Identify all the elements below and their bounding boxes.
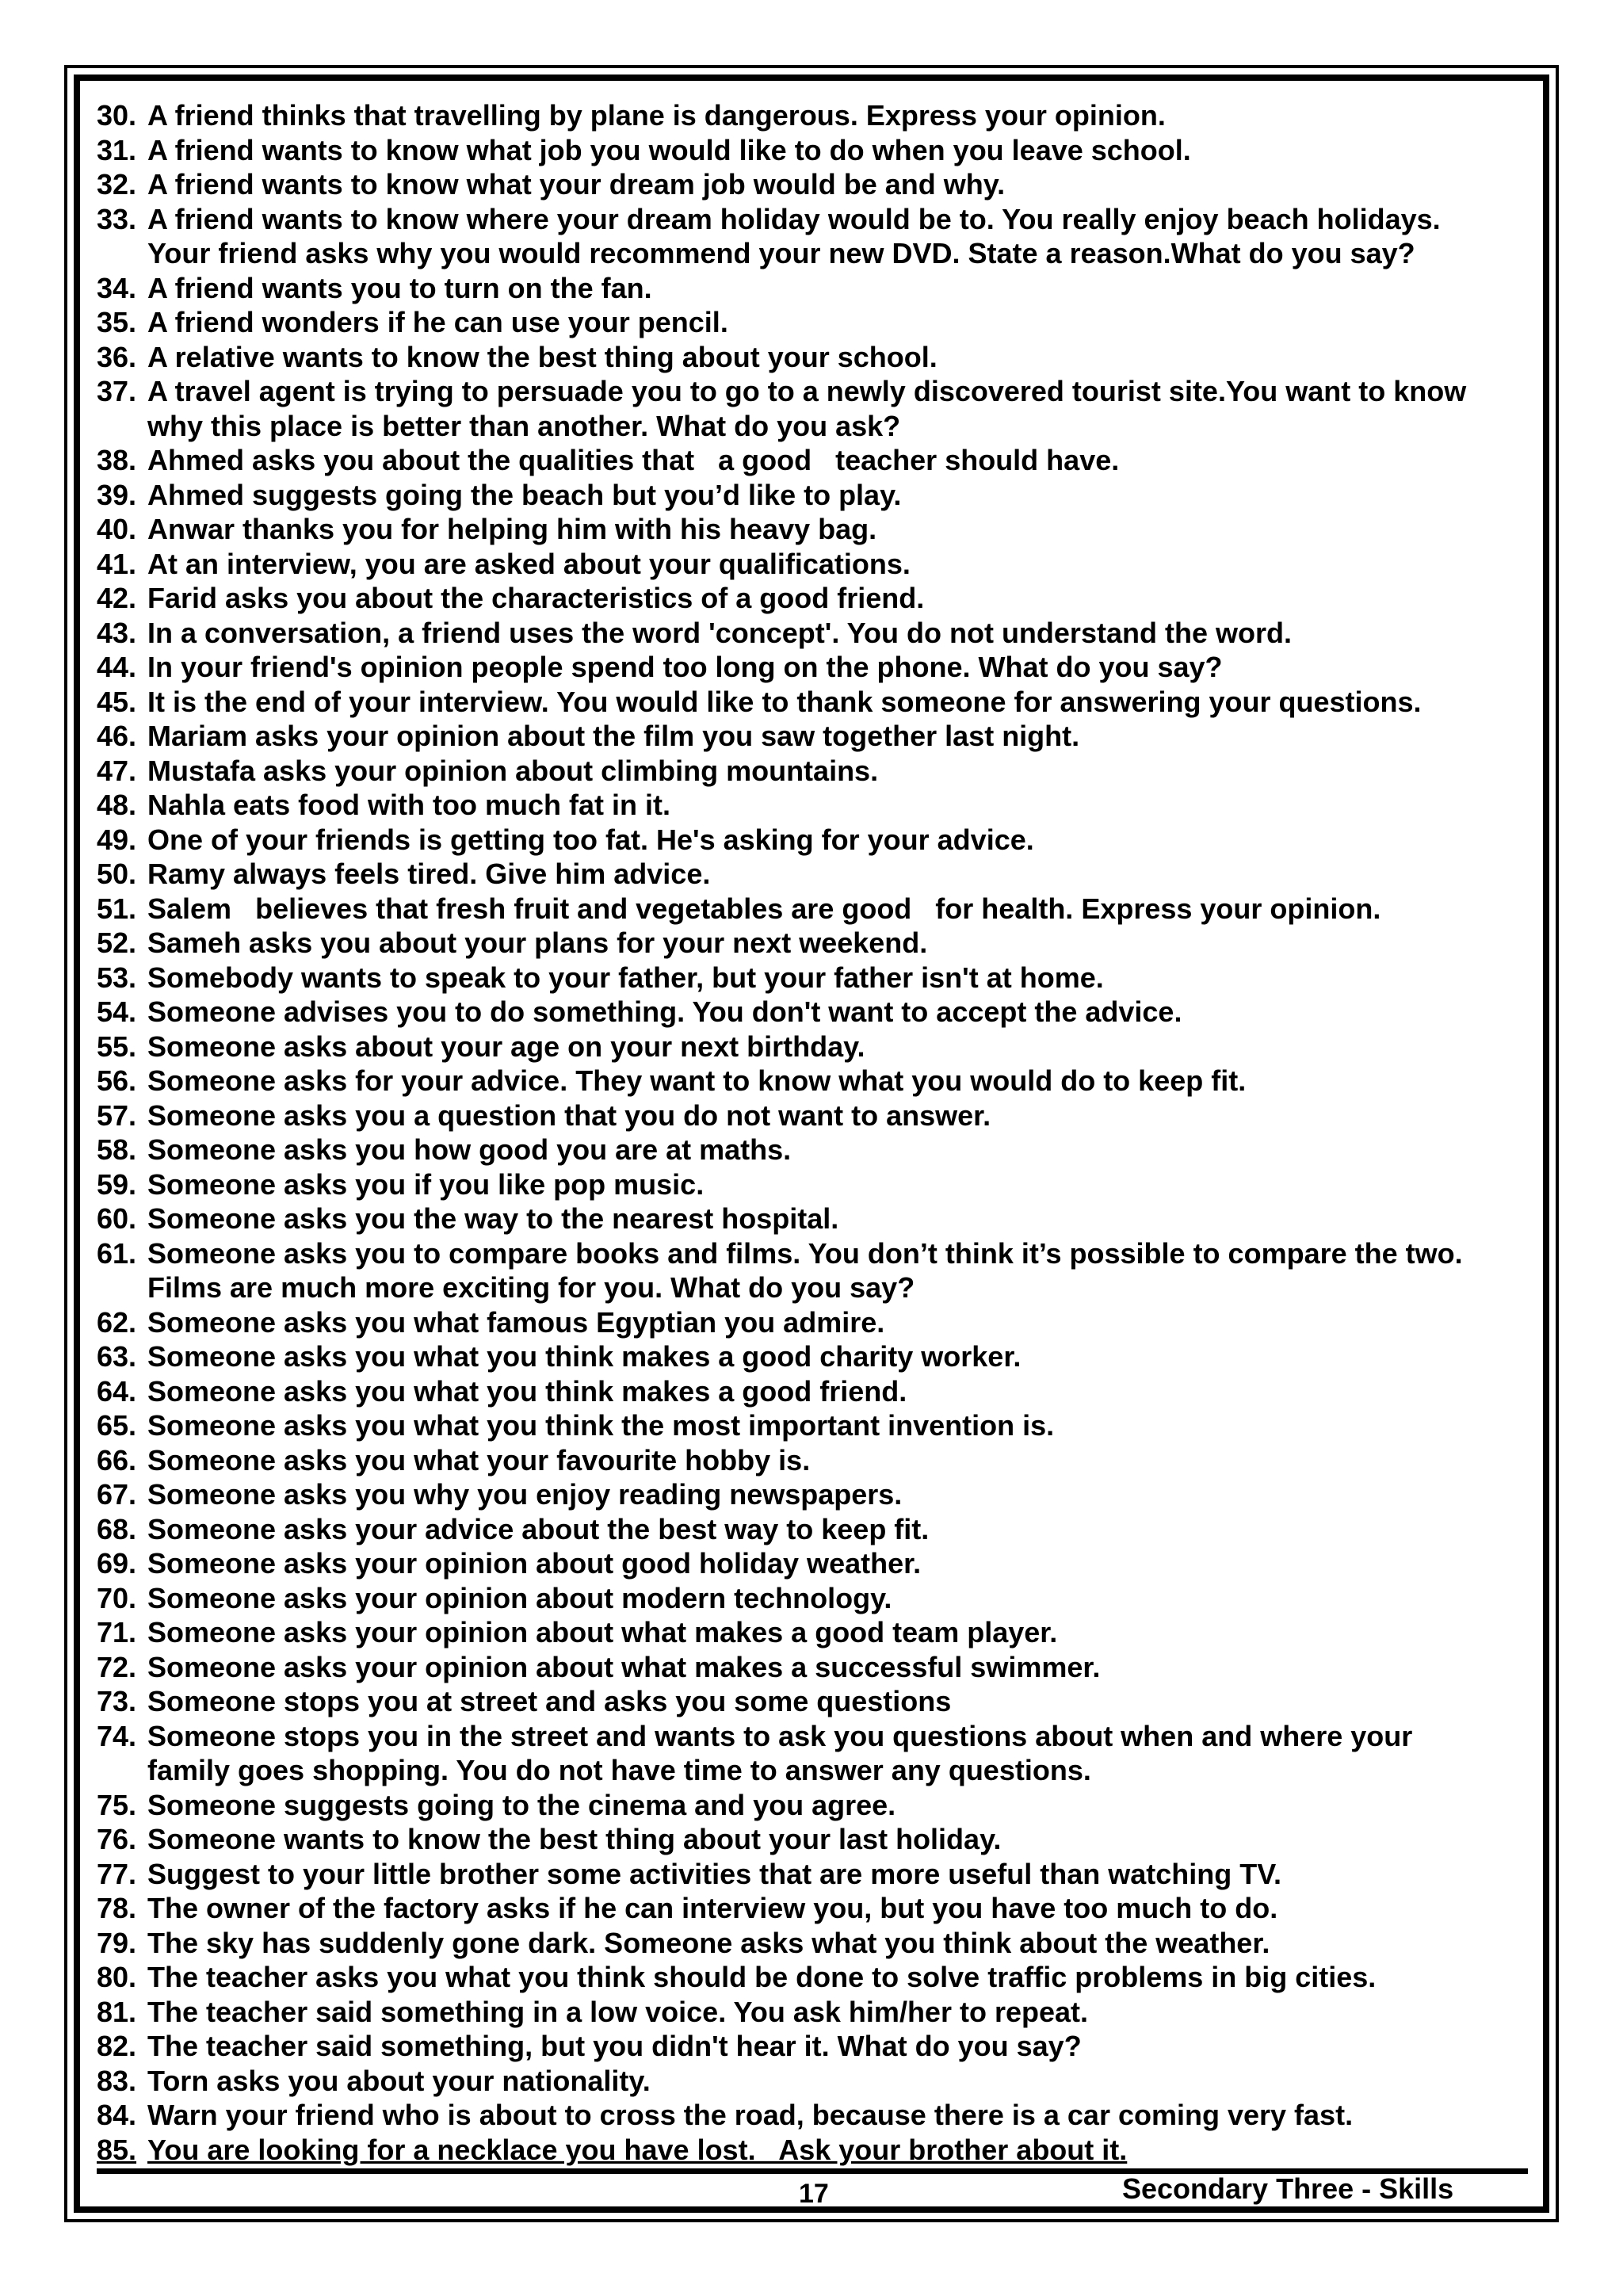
item-text: A friend wonders if he can use your pencil.: [147, 306, 728, 338]
item-number: 84.: [97, 2099, 137, 2131]
list-item: [97, 1201, 1547, 1236]
item-number: 66.: [97, 1443, 137, 1477]
list-item: [97, 754, 1547, 789]
list-item: [97, 98, 1547, 133]
list-item: [97, 1581, 1547, 1616]
item-text: Someone asks you why you enjoy reading newspapers.: [147, 1478, 903, 1511]
item-number: 53.: [97, 961, 137, 994]
item-number: 58.: [97, 1133, 137, 1166]
item-number: 36.: [97, 340, 137, 373]
item-number: 70.: [97, 1581, 137, 1614]
list-item: [97, 1443, 1547, 1478]
page-number: 17: [799, 2179, 829, 2209]
list-item: [97, 2098, 1547, 2133]
item-text: Your friend asks why you would recommend your new DVD. State a reason.What do you say?: [147, 237, 1415, 269]
item-text: At an interview, you are asked about your qualifications.: [147, 547, 911, 580]
item-number: 47.: [97, 754, 137, 787]
item-text: The sky has suddenly gone dark. Someone asks what you think about the weather.: [147, 1926, 1270, 1959]
item-number: 60.: [97, 1202, 137, 1235]
list-item: [97, 1339, 1547, 1374]
list-item: [97, 1995, 1547, 2030]
item-text: Someone asks you what your favourite hobby is.: [147, 1443, 811, 1477]
list-item: [97, 2029, 1547, 2064]
item-text: Suggest to your little brother some activities that are more useful than watching TV.: [147, 1857, 1281, 1890]
item-text: It is the end of your interview. You would like to thank someone for answering your questions.: [147, 685, 1422, 718]
item-text: Farid asks you about the characteristics of a good friend.: [147, 582, 925, 614]
item-number: 76.: [97, 1823, 137, 1855]
item-number: 59.: [97, 1167, 137, 1201]
list-item: [97, 719, 1547, 754]
list-item: [97, 443, 1547, 478]
list-item: [97, 616, 1547, 651]
list-item: [97, 271, 1547, 306]
item-text: Films are much more exciting for you. What do you say?: [147, 1271, 915, 1304]
item-number: 73.: [97, 1685, 137, 1717]
item-number: 82.: [97, 2030, 137, 2062]
list-item: [97, 1857, 1547, 1892]
list-item: [97, 1960, 1547, 1995]
list-item: [97, 1822, 1547, 1857]
list-item: [97, 2064, 1547, 2099]
item-text: Someone asks you the way to the nearest hospital.: [147, 1202, 839, 1235]
item-number: 33.: [97, 202, 137, 235]
item-text: Someone asks you to compare books and films. You don’t think it’s possible to compare the two.: [147, 1236, 1463, 1270]
item-number: 65.: [97, 1409, 137, 1442]
list-item: [97, 1098, 1547, 1133]
list-item: [97, 581, 1547, 616]
item-number: [97, 1270, 147, 1305]
list-item: [97, 133, 1547, 168]
list-item: [97, 788, 1547, 823]
list-item: [97, 1305, 1547, 1340]
list-item: [97, 409, 1547, 444]
item-text: Mustafa asks your opinion about climbing mountains.: [147, 754, 879, 787]
list-item: [97, 892, 1547, 926]
item-text: Someone asks you what famous Egyptian you admire.: [147, 1305, 885, 1339]
item-number: 81.: [97, 1995, 137, 2028]
item-text: You are looking for a necklace you have lost. Ask your brother about it.: [147, 2133, 1128, 2166]
item-number: 35.: [97, 306, 137, 338]
list-item: [97, 1684, 1547, 1719]
item-text: A travel agent is trying to persuade you to go to a newly discovered tourist site.You want to know: [147, 375, 1467, 407]
item-text: why this place is better than another. What do you ask?: [147, 409, 901, 442]
list-item: [97, 685, 1547, 720]
item-text: Someone asks your opinion about modern technology.: [147, 1581, 892, 1614]
item-number: 68.: [97, 1512, 137, 1545]
item-text: Someone stops you in the street and wants to ask you questions about when and where your: [147, 1719, 1413, 1752]
item-text: Warn your friend who is about to cross the road, because there is a car coming very fast.: [147, 2099, 1354, 2131]
item-text: Someone asks you a question that you do not want to answer.: [147, 1098, 991, 1132]
item-number: 75.: [97, 1788, 137, 1821]
item-number: 69.: [97, 1547, 137, 1580]
item-text: Someone asks about your age on your next birthday.: [147, 1030, 865, 1063]
item-text: Someone asks you if you like pop music.: [147, 1167, 705, 1201]
item-text: Someone asks your advice about the best way to keep fit.: [147, 1512, 930, 1545]
item-number: 67.: [97, 1478, 137, 1511]
list-item: [97, 1926, 1547, 1961]
item-number: 62.: [97, 1305, 137, 1339]
item-number: 38.: [97, 444, 137, 476]
list-item: [97, 236, 1547, 271]
item-number: 74.: [97, 1719, 137, 1752]
item-number: 54.: [97, 995, 137, 1028]
list-item: [97, 1064, 1547, 1098]
list-item: [97, 1512, 1547, 1547]
item-number: 40.: [97, 513, 137, 545]
item-number: 32.: [97, 168, 137, 201]
list-item: [97, 1753, 1547, 1788]
item-text: Someone wants to know the best thing about your last holiday.: [147, 1823, 1002, 1855]
item-number: 64.: [97, 1374, 137, 1408]
item-text: Sameh asks you about your plans for your next weekend.: [147, 926, 928, 959]
item-number: 49.: [97, 823, 137, 856]
item-number: 51.: [97, 892, 137, 925]
item-text: In your friend's opinion people spend too long on the phone. What do you say?: [147, 651, 1223, 683]
item-number: 41.: [97, 547, 137, 580]
item-number: 61.: [97, 1236, 137, 1270]
item-text: Someone asks you what you think makes a good charity worker.: [147, 1340, 1022, 1373]
item-text: Someone asks you how good you are at maths.: [147, 1133, 792, 1166]
item-text: The teacher asks you what you think should be done to solve traffic problems in big cities.: [147, 1961, 1377, 1993]
item-number: 50.: [97, 858, 137, 890]
item-number: [97, 236, 147, 271]
list-item: [97, 1030, 1547, 1064]
item-number: [97, 1753, 147, 1788]
item-number: 55.: [97, 1030, 137, 1063]
list-item: [97, 926, 1547, 961]
item-text: Ahmed asks you about the qualities that a good teacher should have.: [147, 444, 1120, 476]
list-item: [97, 374, 1547, 409]
item-text: Nahla eats food with too much fat in it.: [147, 789, 671, 821]
list-item: [97, 650, 1547, 685]
item-text: A friend wants to know where your dream holiday would be to. You really enjoy beach holidays.: [147, 202, 1441, 235]
list-item: [97, 1719, 1547, 1754]
list-item: [97, 167, 1547, 202]
list-item: [97, 995, 1547, 1030]
item-text: Someone suggests going to the cinema and you agree.: [147, 1788, 896, 1821]
item-number: 52.: [97, 926, 137, 959]
item-text: Someone asks for your advice. They want to know what you would do to keep fit.: [147, 1064, 1247, 1097]
item-text: A relative wants to know the best thing about your school.: [147, 340, 938, 373]
item-number: 85.: [97, 2133, 137, 2166]
item-number: 43.: [97, 616, 137, 649]
list-item: [97, 340, 1547, 375]
list-item: [97, 1374, 1547, 1409]
list-item: [97, 512, 1547, 547]
list-item: [97, 961, 1547, 995]
list-item: [97, 547, 1547, 582]
item-text: Someone asks your opinion about what makes a good team player.: [147, 1616, 1058, 1648]
list-item: [97, 1615, 1547, 1650]
list-item: [97, 2133, 1547, 2168]
item-text: Someone asks your opinion about what makes a successful swimmer.: [147, 1650, 1101, 1683]
item-number: 31.: [97, 133, 137, 166]
item-number: 42.: [97, 582, 137, 614]
item-number: 57.: [97, 1098, 137, 1132]
item-number: 78.: [97, 1892, 137, 1924]
item-number: 56.: [97, 1064, 137, 1097]
item-text: Ramy always feels tired. Give him advice.: [147, 858, 711, 890]
footer-title: Secondary Three - Skills: [1122, 2172, 1454, 2205]
list-item: [97, 1788, 1547, 1823]
item-text: The teacher said something, but you didn't hear it. What do you say?: [147, 2030, 1082, 2062]
item-text: Someone advises you to do something. You don't want to accept the advice.: [147, 995, 1182, 1028]
item-text: Ahmed suggests going the beach but you’d like to play.: [147, 478, 902, 511]
item-text: Anwar thanks you for helping him with his heavy bag.: [147, 513, 877, 545]
item-number: 63.: [97, 1340, 137, 1373]
list-item: [97, 202, 1547, 237]
list-item: [97, 1546, 1547, 1581]
item-number: 44.: [97, 651, 137, 683]
list-item: [97, 1477, 1547, 1512]
item-text: Someone stops you at street and asks you some questions: [147, 1685, 952, 1717]
item-text: A friend thinks that travelling by plane is dangerous. Express your opinion.: [147, 99, 1166, 132]
list-item: [97, 1167, 1547, 1202]
list-item: [97, 1236, 1547, 1271]
list-item: [97, 857, 1547, 892]
item-text: A friend wants to know what your dream job would be and why.: [147, 168, 1006, 201]
item-number: 39.: [97, 478, 137, 511]
list-item: [97, 1650, 1547, 1685]
item-number: 72.: [97, 1650, 137, 1683]
item-number: 48.: [97, 789, 137, 821]
item-number: 30.: [97, 99, 137, 132]
item-number: 71.: [97, 1616, 137, 1648]
item-number: 79.: [97, 1926, 137, 1959]
item-text: Someone asks you what you think makes a good friend.: [147, 1374, 907, 1408]
item-text: The teacher said something in a low voice. You ask him/her to repeat.: [147, 1995, 1088, 2028]
item-text: Someone asks you what you think the most important invention is.: [147, 1409, 1055, 1442]
item-text: Torn asks you about your nationality.: [147, 2064, 651, 2097]
item-number: 80.: [97, 1961, 137, 1993]
item-number: [97, 409, 147, 444]
item-text: family goes shopping. You do not have time to answer any questions.: [147, 1754, 1091, 1786]
item-text: One of your friends is getting too fat. He's asking for your advice.: [147, 823, 1034, 856]
item-text: A friend wants to know what job you would like to do when you leave school.: [147, 133, 1191, 166]
item-number: 45.: [97, 685, 137, 718]
item-text: A friend wants you to turn on the fan.: [147, 271, 652, 304]
item-number: 77.: [97, 1857, 137, 1890]
list-item: [97, 305, 1547, 340]
item-number: 37.: [97, 375, 137, 407]
item-number: 46.: [97, 720, 137, 752]
item-text: Somebody wants to speak to your father, but your father isn't at home.: [147, 961, 1104, 994]
list-item: [97, 1133, 1547, 1167]
list-item: [97, 1891, 1547, 1926]
list-item: [97, 1408, 1547, 1443]
item-text: The owner of the factory asks if he can interview you, but you have too much to do.: [147, 1892, 1278, 1924]
item-text: Someone asks your opinion about good holiday weather.: [147, 1547, 922, 1580]
item-number: 34.: [97, 271, 137, 304]
item-text: In a conversation, a friend uses the word 'concept'. You do not understand the word.: [147, 616, 1292, 649]
list-item: [97, 478, 1547, 513]
list-item: [97, 823, 1547, 858]
list-item: [97, 1270, 1547, 1305]
item-text: Mariam asks your opinion about the film you saw together last night.: [147, 720, 1080, 752]
question-list: [97, 98, 1547, 2167]
item-number: 83.: [97, 2064, 137, 2097]
item-text: Salem believes that fresh fruit and vegetables are good for health. Express your opinion.: [147, 892, 1381, 925]
